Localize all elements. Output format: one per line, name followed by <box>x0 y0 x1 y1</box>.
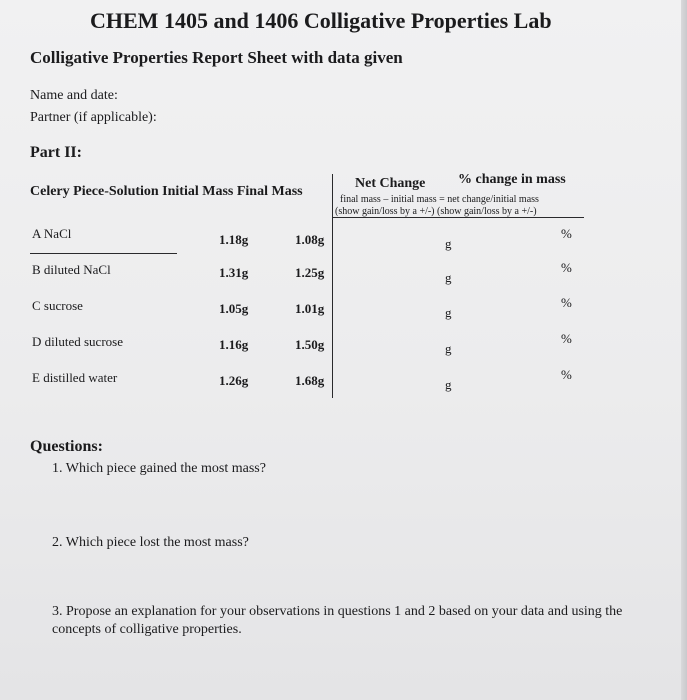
final-mass: 1.50g <box>295 337 325 352</box>
table-header-net-change: Net Change <box>355 176 426 191</box>
initial-mass: 1.26g <box>219 373 249 388</box>
percent-unit: % <box>561 367 572 382</box>
final-mass: 1.25g <box>295 265 325 280</box>
paper-edge <box>681 0 687 700</box>
row-label: E distilled water <box>32 370 118 385</box>
final-mass: 1.08g <box>295 232 325 247</box>
row-label: B diluted NaCl <box>32 262 111 277</box>
question-3: 3. Propose an explanation for your observations in questions 1 and 2 based on your data and using the concepts of colligative properties. <box>52 604 623 637</box>
questions-heading: Questions: <box>30 438 103 455</box>
final-mass: 1.01g <box>295 301 325 316</box>
net-change-unit: g <box>445 236 452 251</box>
initial-mass: 1.05g <box>219 301 249 316</box>
net-change-unit: g <box>445 377 452 392</box>
row-divider <box>30 253 177 254</box>
table-header-percent-change: % change in mass <box>458 172 566 187</box>
percent-unit: % <box>561 226 572 241</box>
row-label: C sucrose <box>32 298 83 313</box>
initial-mass: 1.18g <box>219 232 249 247</box>
table-header-formula-note: final mass – initial mass = net change/initial mass <box>340 194 539 205</box>
percent-unit: % <box>561 295 572 310</box>
percent-unit: % <box>561 260 572 275</box>
document-title: CHEM 1405 and 1406 Colligative Properties Lab <box>90 8 552 33</box>
question-1: 1. Which piece gained the most mass? <box>52 461 266 476</box>
initial-mass: 1.31g <box>219 265 249 280</box>
question-2: 2. Which piece lost the most mass? <box>52 535 249 550</box>
document-subtitle: Colligative Properties Report Sheet with data given <box>30 48 403 67</box>
initial-mass: 1.16g <box>219 337 249 352</box>
part-heading: Part II: <box>30 144 82 161</box>
row-label: A NaCl <box>32 226 72 241</box>
net-change-unit: g <box>445 270 452 285</box>
name-date-field: Name and date: <box>30 88 118 103</box>
row-label: D diluted sucrose <box>32 334 123 349</box>
net-change-unit: g <box>445 305 452 320</box>
net-change-unit: g <box>445 341 452 356</box>
table-header-main: Celery Piece-Solution Initial Mass Final Mass <box>30 184 303 199</box>
percent-unit: % <box>561 331 572 346</box>
table-vertical-rule <box>332 174 333 398</box>
header-underline <box>332 217 584 218</box>
table-header-sign-note: (show gain/loss by a +/-) (show gain/loss by a +/-) <box>335 206 537 217</box>
partner-field: Partner (if applicable): <box>30 110 157 125</box>
final-mass: 1.68g <box>295 373 325 388</box>
